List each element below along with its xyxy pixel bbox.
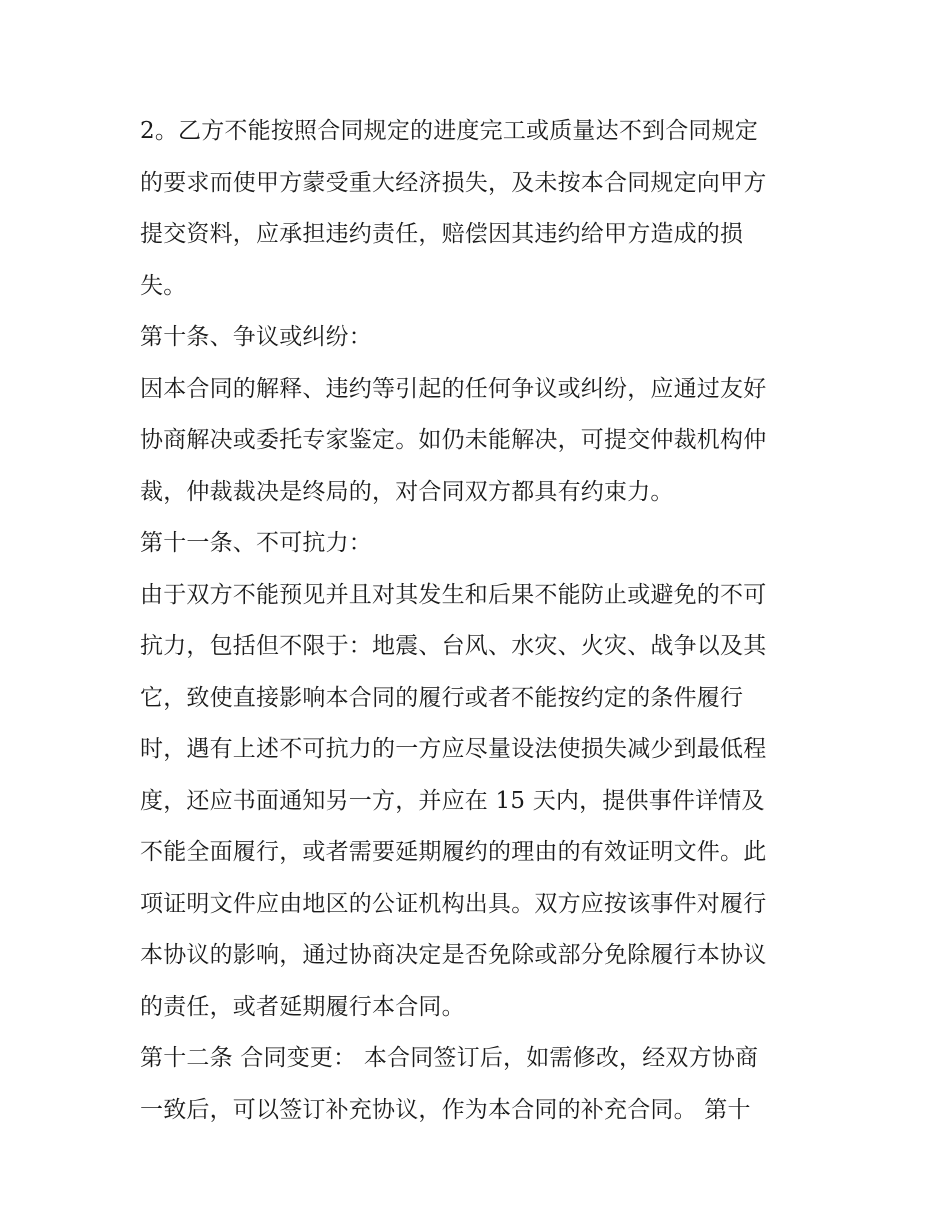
- text-line-breach-clause-4: 失。: [140, 272, 187, 299]
- text-line-contract-change-2: 一致后，可以签订补充协议，作为本合同的补充合同。 第十: [140, 1096, 751, 1123]
- text-line-force-majeure-8: 本协议的影响，通过协商决定是否免除或部分免除履行本协议: [140, 942, 767, 968]
- text-line-breach-clause-1: 2。乙方不能按照合同规定的进度完工或质量达不到合同规定: [140, 118, 759, 144]
- text-line-dispute-1: 因本合同的解释、违约等引起的任何争议或纠纷，应通过友好: [140, 375, 767, 402]
- text-line-force-majeure-3: 它，致使直接影响本合同的履行或者不能按约定的条件履行: [140, 684, 744, 711]
- text-line-force-majeure-5: 度，还应书面通知另一方，并应在 15 天内，提供事件详情及: [140, 787, 765, 814]
- text-line-breach-clause-3: 提交资料，应承担违约责任，赔偿因其违约给甲方造成的损: [140, 221, 744, 247]
- text-line-force-majeure-4: 时，遇有上述不可抗力的一方应尽量设法使损失减少到最低程: [140, 736, 767, 762]
- section-heading-force-majeure: 第十一条、不可抗力：: [140, 530, 372, 556]
- text-line-force-majeure-2: 抗力，包括但不限于：地震、台风、水灾、火灾、战争以及其: [140, 633, 767, 659]
- text-line-force-majeure-7: 项证明文件应由地区的公证机构出具。双方应按该事件对履行: [140, 890, 767, 917]
- text-line-force-majeure-6: 不能全面履行，或者需要延期履约的理由的有效证明文件。此: [140, 839, 767, 865]
- text-line-force-majeure-1: 由于双方不能预见并且对其发生和后果不能防止或避免的不可: [140, 581, 767, 608]
- text-line-dispute-2: 协商解决或委托专家鉴定。如仍未能解决，可提交仲裁机构仲: [140, 427, 767, 453]
- text-line-force-majeure-9: 的责任，或者延期履行本合同。: [140, 993, 465, 1020]
- section-heading-contract-change: 第十二条 合同变更： 本合同签订后，如需修改，经双方协商: [140, 1045, 759, 1071]
- contract-text-body: [140, 106, 820, 1136]
- text-line-dispute-3: 裁，仲裁裁决是终局的，对合同双方都具有约束力。: [140, 478, 674, 505]
- text-line-breach-clause-2: 的要求而使甲方蒙受重大经济损失，及未按本合同规定向甲方: [140, 169, 767, 196]
- section-heading-dispute: 第十条、争议或纠纷：: [140, 324, 372, 350]
